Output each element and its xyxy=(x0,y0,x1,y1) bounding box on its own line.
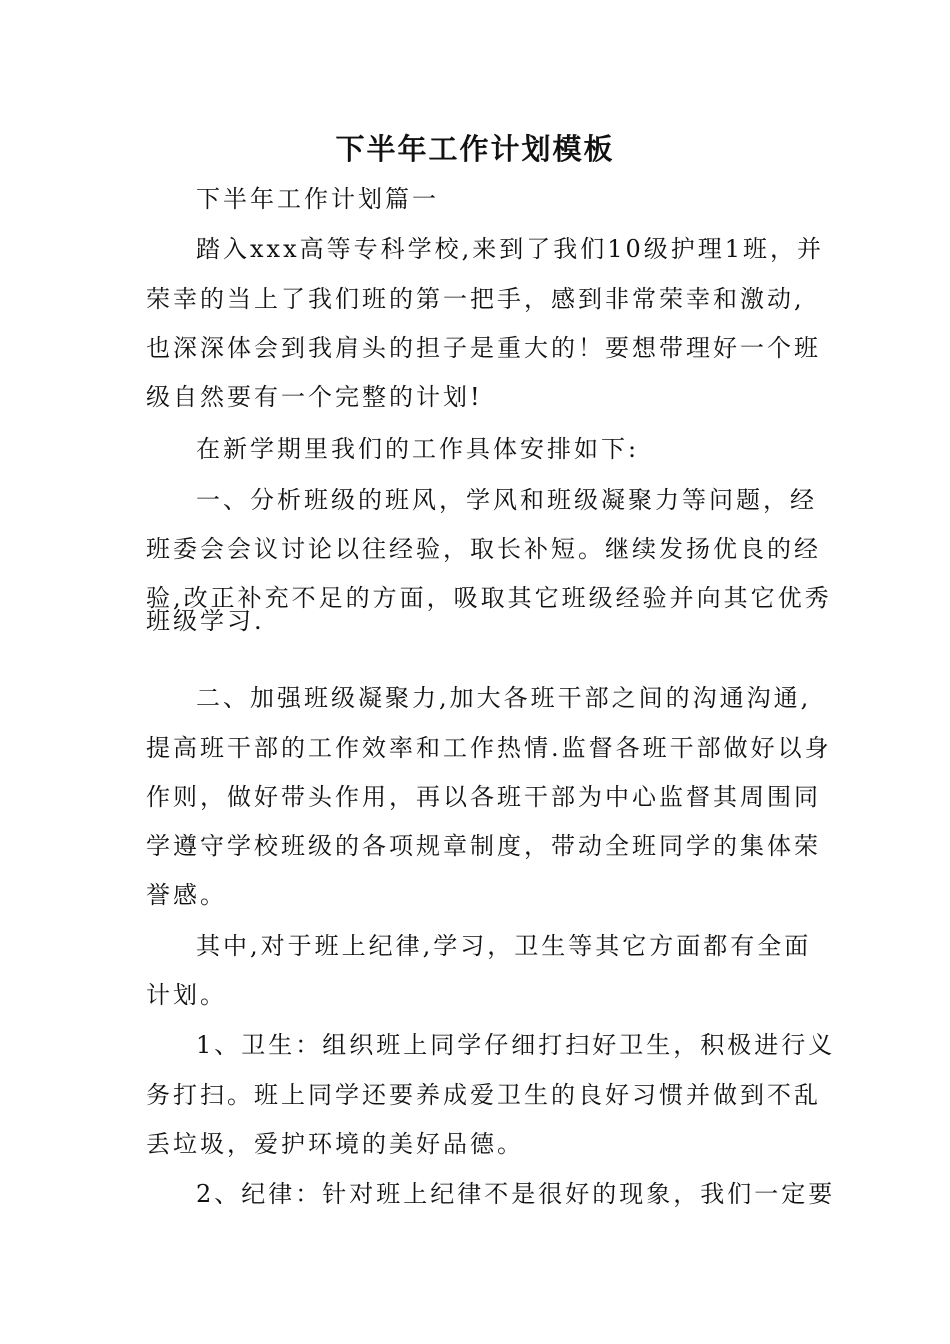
paragraph-line: 作则，做好带头作用，再以各班干部为中心监督其周围同 xyxy=(146,783,821,811)
section-heading: 下半年工作计划篇一 xyxy=(196,185,439,213)
paragraph-line: 1、卫生：组织班上同学仔细打扫好卫生，积极进行义 xyxy=(196,1031,836,1059)
document-title: 下半年工作计划模板 xyxy=(335,132,615,166)
paragraph-line: 在新学期里我们的工作具体安排如下: xyxy=(196,435,640,463)
paragraph-line: 验,改正补充不足的方面，吸取其它班级经验并向其它优秀 xyxy=(146,584,832,612)
paragraph-line: 级自然要有一个完整的计划! xyxy=(146,383,483,411)
paragraph-line: 丢垃圾，爱护环境的美好品德。 xyxy=(146,1130,524,1158)
paragraph-line: 提高班干部的工作效率和工作热情.监督各班干部做好以身 xyxy=(146,734,832,762)
paragraph-line: 务打扫。班上同学还要养成爱卫生的良好习惯并做到不乱 xyxy=(146,1081,821,1109)
paragraph-line: 踏入xxx高等专科学校,来到了我们10级护理1班，并 xyxy=(196,235,825,263)
paragraph-line: 也深深体会到我肩头的担子是重大的！要想带理好一个班 xyxy=(146,334,821,362)
paragraph-line: 2、纪律：针对班上纪律不是很好的现象，我们一定要 xyxy=(196,1180,836,1208)
paragraph-line: 二、加强班级凝聚力,加大各班干部之间的沟通沟通, xyxy=(196,684,812,712)
paragraph-line: 班级学习. xyxy=(146,607,265,635)
paragraph-line: 誉感。 xyxy=(146,881,227,909)
paragraph-line: 学遵守学校班级的各项规章制度，带动全班同学的集体荣 xyxy=(146,832,821,860)
paragraph-line: 其中,对于班上纪律,学习，卫生等其它方面都有全面 xyxy=(196,932,812,960)
paragraph-line: 班委会会议讨论以往经验，取长补短。继续发扬优良的经 xyxy=(146,535,821,563)
paragraph-line: 荣幸的当上了我们班的第一把手，感到非常荣幸和激动, xyxy=(146,285,805,313)
paragraph-line: 一、分析班级的班风，学风和班级凝聚力等问题，经 xyxy=(196,486,817,514)
paragraph-line: 计划。 xyxy=(146,981,227,1009)
